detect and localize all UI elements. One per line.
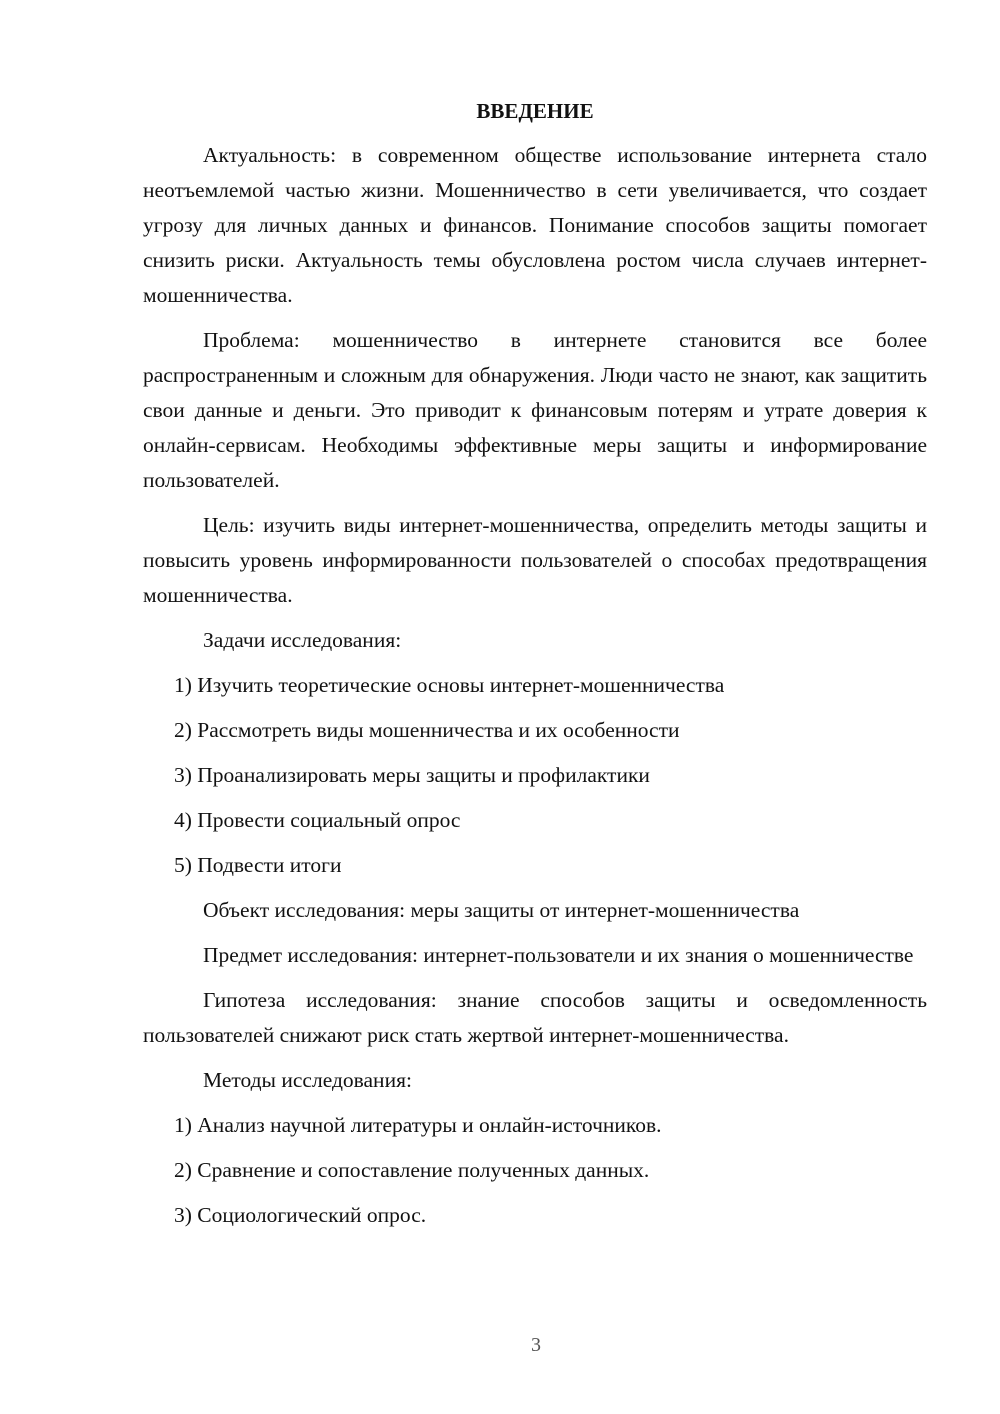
page-content [143,96,927,1243]
problem-paragraph: Проблема: мошенничество в интернете становится все более распространенным и сложным для обнаружения. Люди часто не знают, как защитить свои данные и деньги. Это приводит к финансовым потерям и утрате доверия к онлайн-сервисам. Необходимы эффективные меры защиты и информирование пользователей. [143,328,927,492]
task-item: 5) Подвести итоги [174,853,342,877]
task-item: 2) Рассмотреть виды мошенничества и их особенности [174,718,680,742]
task-item: 1) Изучить теоретические основы интернет-мошенничества [174,673,725,697]
subject-paragraph: Предмет исследования: интернет-пользователи и их знания о мошенничестве [203,943,914,967]
page-number: 3 [531,1334,541,1356]
task-item: 4) Провести социальный опрос [174,808,461,832]
task-item: 3) Проанализировать меры защиты и профилактики [174,763,650,787]
method-item: 1) Анализ научной литературы и онлайн-источников. [174,1113,662,1137]
method-item: 2) Сравнение и сопоставление полученных данных. [174,1158,650,1182]
section-heading: ВВЕДЕНИЕ [476,99,594,123]
tasks-title: Задачи исследования: [203,628,402,652]
methods-title: Методы исследования: [203,1068,412,1092]
hypothesis-paragraph: Гипотеза исследования: знание способов защиты и осведомленность пользователей снижают риск стать жертвой интернет-мошенничества. [143,988,927,1047]
relevance-paragraph: Актуальность: в современном обществе использование интернета стало неотъемлемой частью жизни. Мошенничество в сети увеличивается, что создает угрозу для личных данных и финансов. Понимание способов защиты помогает снизить риски. Актуальность темы обусловлена ростом числа случаев интернет-мошенничества. [143,143,927,307]
object-paragraph: Объект исследования: меры защиты от интернет-мошенничества [203,898,800,922]
goal-paragraph: Цель: изучить виды интернет-мошенничества, определить методы защиты и повысить уровень информированности пользователей о способах предотвращения мошенничества. [143,513,927,607]
method-item: 3) Социологический опрос. [174,1203,427,1227]
